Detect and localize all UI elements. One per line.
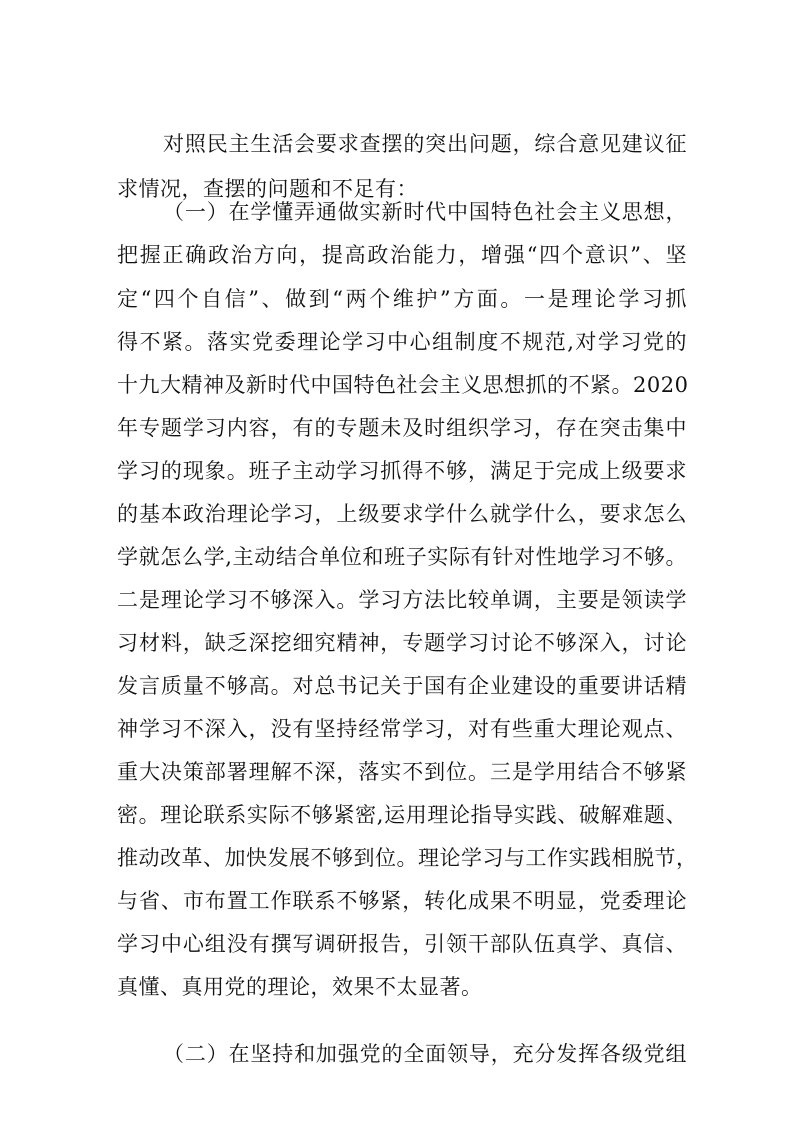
paragraph-2-line-5: 十九大精神及新时代中国特色社会主义思想抓的不紧。2020 [117,373,689,397]
paragraph-2-line-18: 学习中心组没有撰写调研报告，引领干部队伍真学、真信、 [117,932,687,956]
paragraph-2-line-7: 学习的现象。班子主动学习抓得不够，满足于完成上级要求 [117,459,687,483]
paragraph-2-line-14: 重大决策部署理解不深，落实不到位。三是学用结合不够紧 [117,760,687,784]
paragraph-2-line-17: 与省、市布置工作联系不够紧，转化成果不明显，党委理论 [117,889,687,913]
paragraph-2-line-10: 二是理论学习不够深入。学习方法比较单调，主要是领读学 [117,588,687,612]
paragraph-2-line-16: 推动改革、加快发展不够到位。理论学习与工作实践相脱节， [117,846,698,870]
paragraph-2-line-9: 学就怎么学,主动结合单位和班子实际有针对性地学习不够。 [117,545,687,569]
paragraph-2-line-8: 的基本政治理论学习，上级要求学什么就学什么，要求怎么 [117,502,687,526]
paragraph-2-line-1: （一）在学懂弄通做实新时代中国特色社会主义思想， [163,200,687,224]
paragraph-1-line-1: 对照民主生活会要求查摆的突出问题，综合意见建议征 [163,132,687,156]
paragraph-2-line-4: 得不紧。落实党委理论学习中心组制度不规范,对学习党的 [117,330,687,354]
paragraph-2-line-12: 发言质量不够高。对总书记关于国有企业建设的重要讲话精 [117,674,687,698]
paragraph-2-line-19: 真懂、真用党的理论，效果不太显著。 [117,975,483,999]
paragraph-2-line-13: 神学习不深入，没有坚持经常学习，对有些重大理论观点、 [117,717,687,741]
paragraph-1-line-2: 求情况，查摆的问题和不足有： [117,177,418,201]
paragraph-2-line-3: 定“四个自信”、做到“两个维护”方面。一是理论学习抓 [117,287,687,311]
paragraph-2-line-2: 把握正确政治方向，提高政治能力，增强“四个意识”、坚 [117,243,687,267]
paragraph-2-line-15: 密。理论联系实际不够紧密,运用理论指导实践、破解难题、 [117,803,687,827]
paragraph-3-line-1: （二）在坚持和加强党的全面领导，充分发挥各级党组 [163,1042,687,1066]
paragraph-2-line-6: 年专题学习内容，有的专题未及时组织学习，存在突击集中 [117,416,687,440]
paragraph-2-line-11: 习材料，缺乏深挖细究精神，专题学习讨论不够深入，讨论 [117,631,687,655]
